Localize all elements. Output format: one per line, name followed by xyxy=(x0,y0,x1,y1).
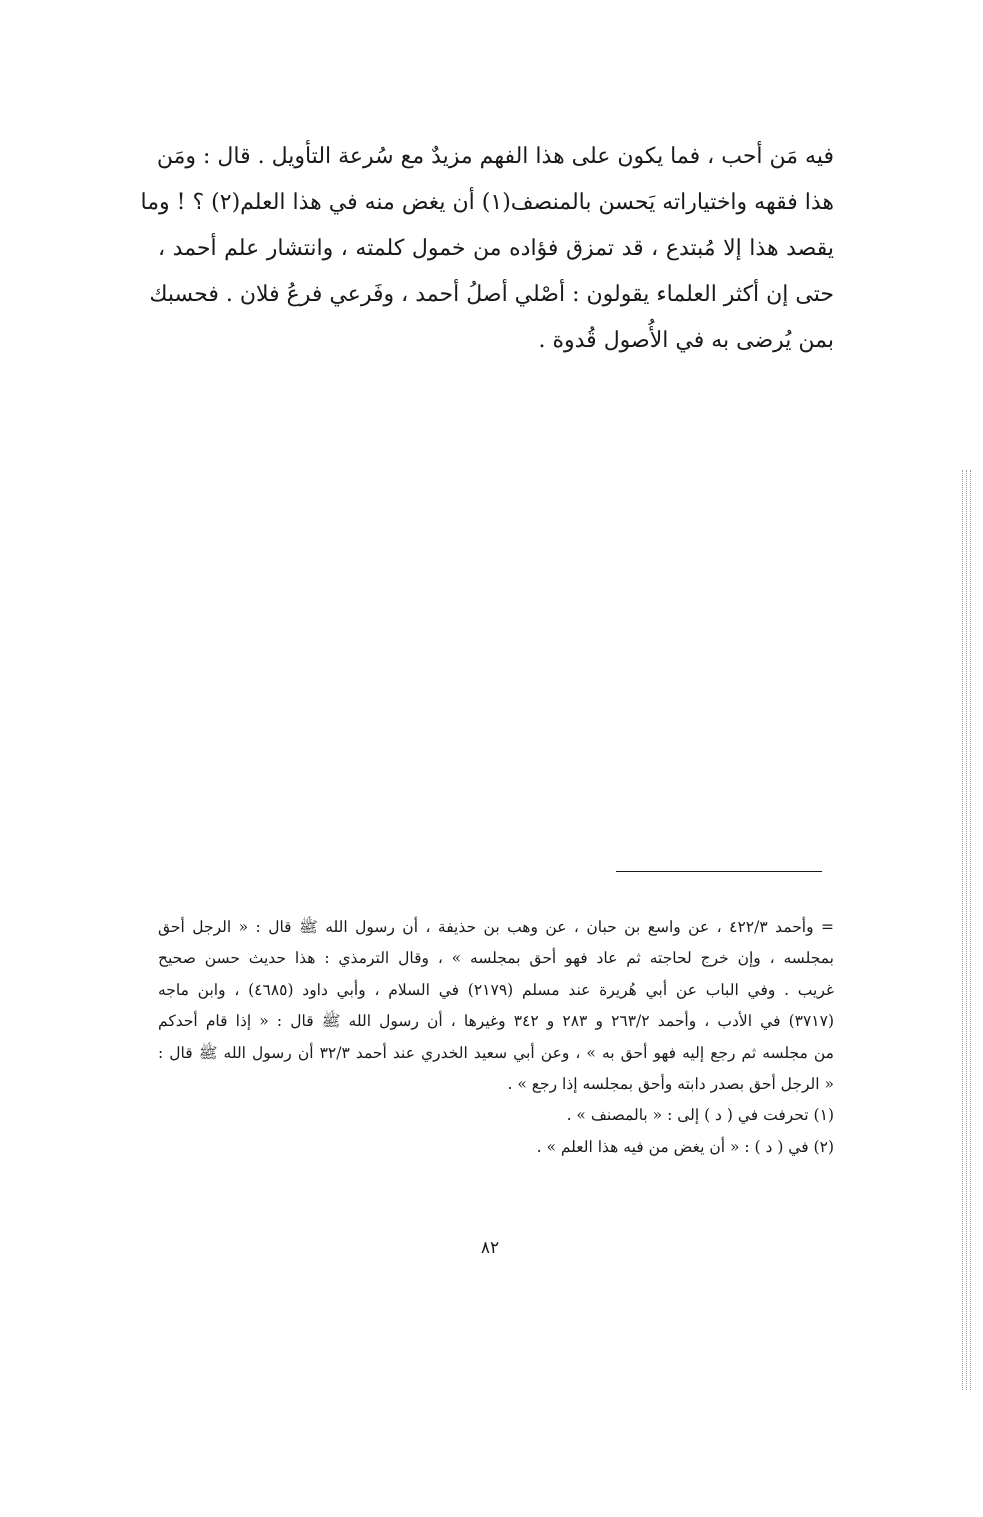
footnote-line: بمجلسه ، وإن خرج لحاجته ثم عاد فهو أحق بمجلسه » ، وقال الترمذي : هذا حديث حسن صحيح xyxy=(158,949,834,968)
page-number: ٨٢ xyxy=(480,1238,500,1258)
main-text-line: فيه مَن أحب ، فما يكون على هذا الفهم مزيدٌ مع سُرعة التأويل . قال : ومَن xyxy=(156,144,834,169)
main-text-line: يقصد هذا إلا مُبتدع ، قد تمزق فؤاده من خمول كلمته ، وانتشار علم أحمد ، xyxy=(158,236,834,261)
main-text-line: حتى إن أكثر العلماء يقولون : أصْلي أصلُ أحمد ، وفَرعي فرعُ فلان . فحسبك xyxy=(149,282,834,307)
footnote-separator xyxy=(616,871,822,872)
footnote-line: « الرجل أحق بصدر دابته وأحق بمجلسه إذا رجع » . xyxy=(507,1074,834,1093)
footnotes-block xyxy=(158,912,834,1163)
main-text-block xyxy=(140,134,834,364)
footnote-line: من مجلسه ثم رجع إليه فهو أحق به » ، وعن أبي سعيد الخدري عند أحمد ٣٢/٣ أن رسول الله ﷺ قال : xyxy=(158,1043,834,1062)
scan-edge-marks xyxy=(962,470,974,1390)
footnote-2: (٢) في ( د ) : « أن يغض من فيه هذا العلم » . xyxy=(536,1137,834,1156)
footnote-1: (١) تحرفت في ( د ) إلى : « بالمصنف » . xyxy=(566,1106,834,1125)
footnote-line: (٣٧١٧) في الأدب ، وأحمد ٢٦٣/٢ و ٢٨٣ و ٣٤٢ وغيرها ، أن رسول الله ﷺ قال : « إذا قام أحدكم xyxy=(158,1012,835,1031)
main-text-line: بمن يُرضى به في الأُصول قُدوة . xyxy=(538,328,834,353)
footnote-line: غريب . وفي الباب عن أبي هُريرة عند مسلم (٢١٧٩) في السلام ، وأبي داود (٤٦٨٥) ، وابن ماجه xyxy=(158,980,834,999)
footnote-line: = وأحمد ٤٢٢/٣ ، عن واسع بن حبان ، عن وهب بن حذيفة ، أن رسول الله ﷺ قال : « الرجل أحق xyxy=(158,918,835,936)
main-text-line: هذا فقهه واختياراته يَحسن بالمنصف(١) أن يغض منه في هذا العلم(٢) ؟ ! وما xyxy=(140,190,834,215)
